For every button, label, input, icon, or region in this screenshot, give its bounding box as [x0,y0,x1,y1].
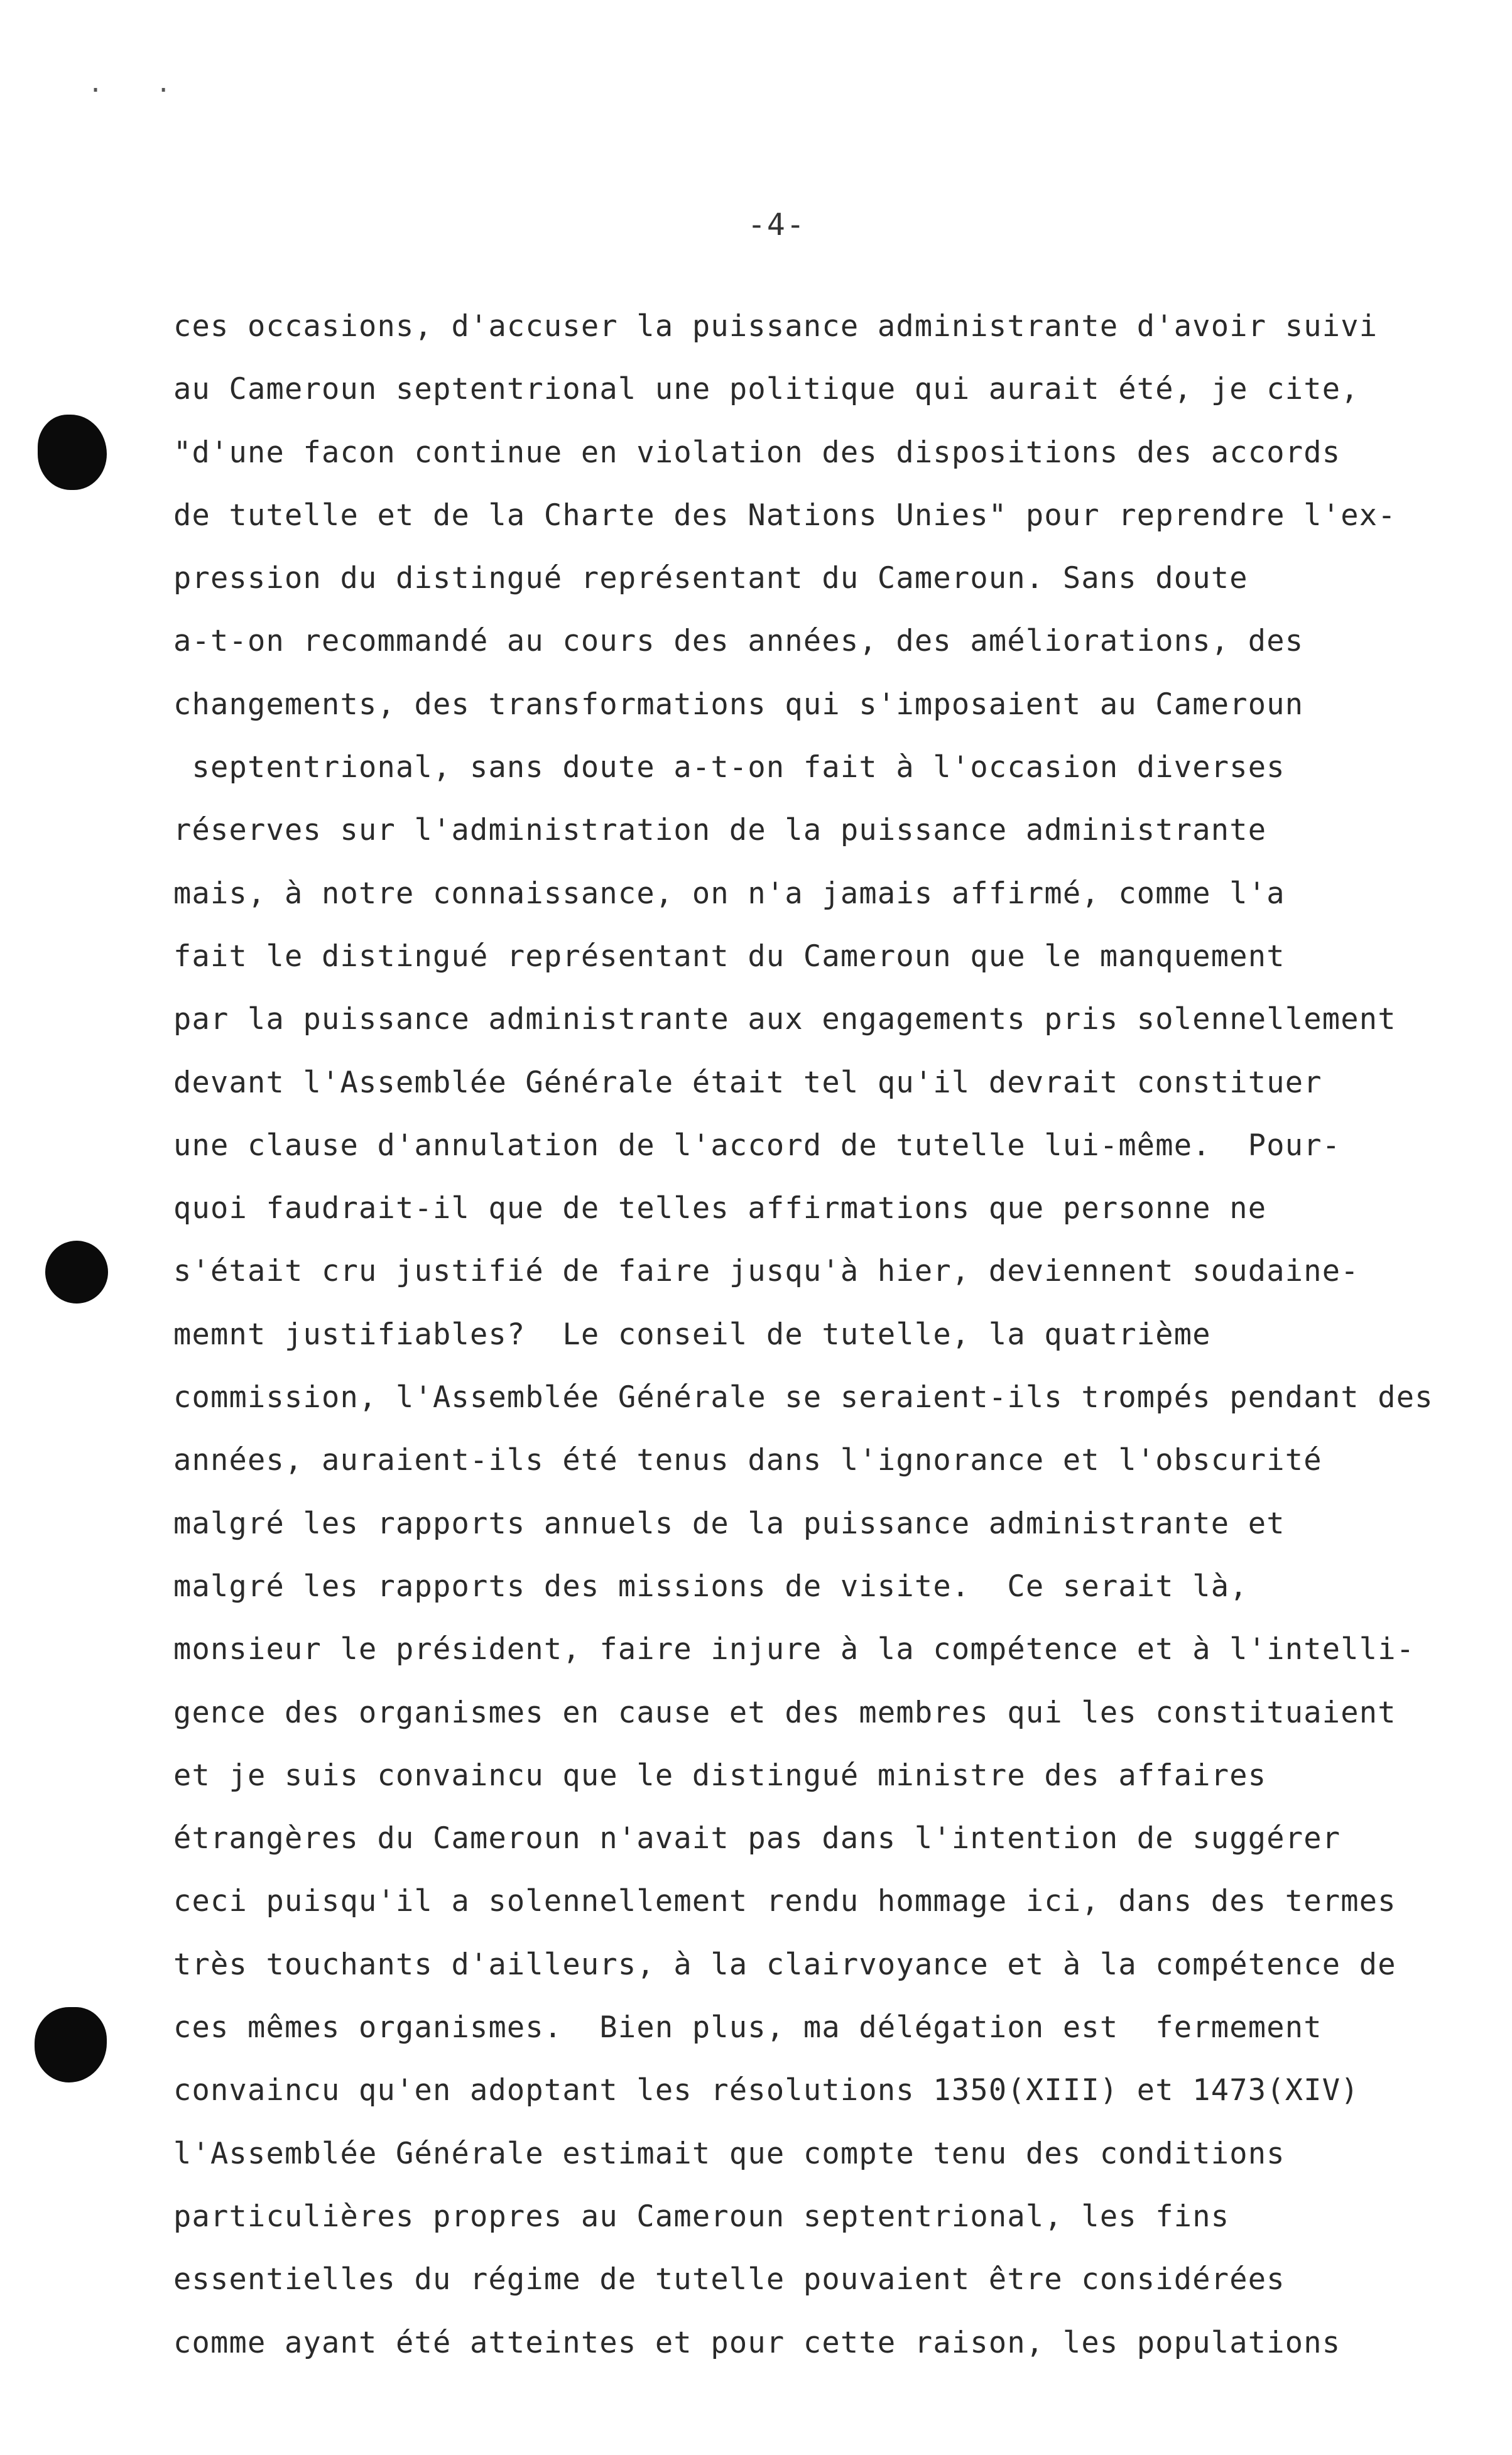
text-line: changements, des transformations qui s'imposaient au Cameroun [173,687,1304,722]
corner-mark: . . [88,69,190,98]
text-line: pression du distingué représentant du Cameroun. Sans doute [173,561,1248,596]
text-line: réserves sur l'administration de la puissance administrante [173,813,1267,848]
punch-hole-bottom [35,2007,107,2082]
text-line: essentielles du régime de tutelle pouvaient être considérées [173,2262,1285,2297]
text-line: étrangères du Cameroun n'avait pas dans l'intention de suggérer [173,1821,1341,1856]
page-number: -4- [748,207,806,242]
text-line: convaincu qu'en adoptant les résolutions 1350(XIII) et 1473(XIV) [173,2073,1359,2108]
text-line: a-t-on recommandé au cours des années, des améliorations, des [173,624,1304,659]
text-line: mais, à notre connaissance, on n'a jamais affirmé, comme l'a [173,876,1285,911]
text-line: et je suis convaincu que le distingué ministre des affaires [173,1758,1267,1793]
text-line: ceci puisqu'il a solennellement rendu hommage ici, dans des termes [173,1884,1396,1919]
text-line: par la puissance administrante aux engagements pris solennellement [173,1002,1396,1037]
text-line: particulières propres au Cameroun septentrional, les fins [173,2199,1230,2234]
punch-hole-top [38,415,107,490]
text-line: memnt justifiables? Le conseil de tutelle, la quatrième [173,1317,1211,1352]
text-line: malgré les rapports annuels de la puissance administrante et [173,1506,1285,1541]
text-line: ces mêmes organismes. Bien plus, ma délégation est fermement [173,2010,1322,2045]
text-line: une clause d'annulation de l'accord de tutelle lui-même. Pour- [173,1128,1341,1163]
text-line: quoi faudrait-il que de telles affirmations que personne ne [173,1191,1267,1226]
text-line: monsieur le président, faire injure à la compétence et à l'intelli- [173,1632,1415,1667]
text-line: septentrional, sans doute a-t-on fait à l'occasion diverses [173,750,1285,785]
punch-hole-middle [45,1241,108,1304]
text-line: gence des organismes en cause et des membres qui les constituaient [173,1695,1396,1730]
text-line: "d'une facon continue en violation des dispositions des accords [173,435,1341,470]
text-line: années, auraient-ils été tenus dans l'ignorance et l'obscurité [173,1443,1322,1478]
body-text [173,295,1480,2375]
text-line: l'Assemblée Générale estimait que compte tenu des conditions [173,2136,1285,2171]
text-line: fait le distingué représentant du Cameroun que le manquement [173,939,1285,974]
text-line: comme ayant été atteintes et pour cette raison, les populations [173,2325,1341,2360]
text-line: au Cameroun septentrional une politique qui aurait été, je cite, [173,372,1359,407]
text-line: devant l'Assemblée Générale était tel qu'il devrait constituer [173,1065,1322,1100]
text-line: malgré les rapports des missions de visite. Ce serait là, [173,1569,1248,1604]
text-line: ces occasions, d'accuser la puissance administrante d'avoir suivi [173,309,1378,344]
text-line: s'était cru justifié de faire jusqu'à hier, deviennent soudaine- [173,1254,1359,1289]
text-line: très touchants d'ailleurs, à la clairvoyance et à la compétence de [173,1947,1396,1982]
text-line: commission, l'Assemblée Générale se seraient-ils trompés pendant des [173,1380,1433,1415]
text-line: de tutelle et de la Charte des Nations Unies" pour reprendre l'ex- [173,498,1396,533]
